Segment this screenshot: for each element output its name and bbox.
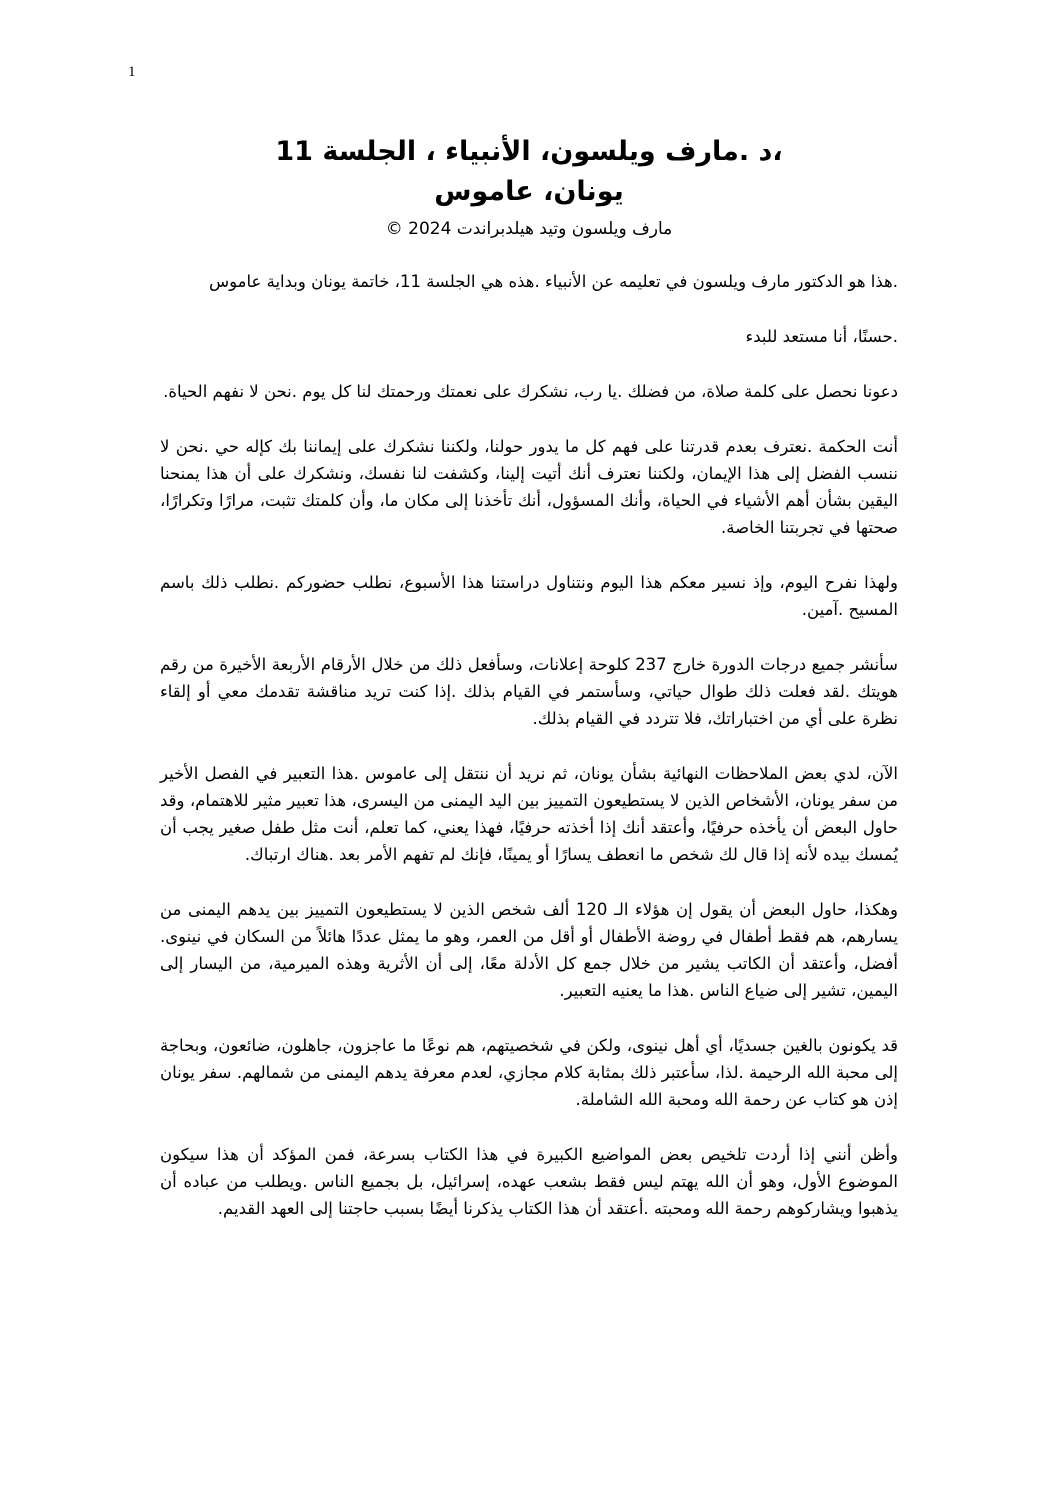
paragraph: أنت الحكمة .نعترف بعدم قدرتنا على فهم كل ما يدور حولنا، ولكننا نشكرك على إيماننا بك كإله حي .نحن لا ننسب الفضل إلى هذا الإيمان، ولكننا نعترف أنك أتيت إلينا، وكشفت لنا نفسك، ونشكرك على أن هذا يمنحنا اليقين بشأن أهم الأشياء في الحياة، وأنك المسؤول، أنك تأخذنا إلى مكان ما، وأن كلمتك تثبت، مرارًا وتكرارًا، صحتها في تجربتنا الخاصة. — [160, 437, 898, 537]
title-block — [160, 132, 898, 244]
paragraph: قد يكونون بالغين جسديًا، أي أهل نينوى، ولكن في شخصيتهم، هم نوعًا ما عاجزون، جاهلون، ضائعون، وبحاجة إلى محبة الله الرحيمة .لذا، سأعتبر ذلك بمثابة كلام مجازي، لعدم معرفة يدهم اليمنى من شمالهم. سفر يونان إذن هو كتاب عن رحمة الله ومحبة الله الشاملة. — [160, 1036, 898, 1109]
paragraph: .هذا هو الدكتور مارف ويلسون في تعليمه عن الأنبياء .هذه هي الجلسة 11، خاتمة يونان وبداية عاموس — [208, 272, 898, 291]
paragraph: سأنشر جميع درجات الدورة خارج 237 كلوحة إعلانات، وسأفعل ذلك من خلال الأرقام الأربعة الأخيرة من رقم هويتك .لقد فعلت ذلك طوال حياتي، وسأستمر في القيام بذلك .إذا كنت تريد مناقشة تقدمك معي أو إلقاء نظرة على أي من اختباراتك، فلا تتردد في القيام بذلك. — [160, 655, 898, 728]
document-title: ،د .مارف ويلسون، الأنبياء ، الجلسة 11 — [275, 136, 783, 167]
document-subtitle: يونان، عاموس — [434, 176, 624, 207]
paragraph: وهكذا، حاول البعض أن يقول إن هؤلاء الـ 120 ألف شخص الذين لا يستطيعون التمييز بين يدهم اليمنى من يسارهم، هم فقط أطفال في روضة الأطفال أو أقل من العمر، وهو ما يمثل عددًا هائلاً من السكان في نينوى. أفضل، وأعتقد أن الكاتب يشير من خلال جمع كل الأدلة معًا، إلى أن الأثرية وهذه الميرمية، من اليسار إلى اليمين، تشير إلى ضياع الناس .هذا ما يعنيه التعبير. — [160, 900, 899, 1000]
paragraph: الآن، لدي بعض الملاحظات النهائية بشأن يونان، ثم نريد أن ننتقل إلى عاموس .هذا التعبير في الفصل الأخير من سفر يونان، الأشخاص الذين لا يستطيعون التمييز بين اليد اليمنى من اليسرى، هذا تعبير مثير للاهتمام، وقد حاول البعض أن يأخذه حرفيًا، وأعتقد أنك إذا أخذته حرفيًا، فهذا يعني، كما تعلم، أنت مثل طفل صغير يجب أن يُمسك بيده لأنه إذا قال لك شخص ما انعطف يسارًا أو يمينًا، فإنك لم تفهم الأمر بعد .هناك ارتباك. — [160, 764, 898, 864]
paragraph: وأظن أنني إذا أردت تلخيص بعض المواضيع الكبيرة في هذا الكتاب بسرعة، فمن المؤكد أن هذا سيكون الموضوع الأول، وهو أن الله يهتم ليس فقط بشعب عهده، إسرائيل، بل بجميع الناس .ويطلب من عباده أن يذهبوا ويشاركوهم رحمة الله ومحبته .أعتقد أن هذا الكتاب يذكرنا أيضًا بسبب حاجتنا إلى العهد القديم. — [160, 1145, 898, 1218]
paragraph: ولهذا نفرح اليوم، وإذ نسير معكم هذا اليوم ونتناول دراستنا هذا الأسبوع، نطلب حضوركم .نطلب ذلك باسم المسيح .آمين. — [160, 573, 898, 619]
page-number: 1 — [128, 64, 136, 80]
body-text — [160, 268, 898, 1250]
copyright-line: مارف ويلسون وتيد هيلدبراندت 2024 © — [385, 219, 673, 239]
paragraph: دعونا نحصل على كلمة صلاة، من فضلك .يا رب، نشكرك على نعمتك ورحمتك لنا كل يوم .نحن لا نفهم الحياة. — [163, 382, 898, 401]
paragraph: .حسنًا، أنا مستعد للبدء — [745, 327, 898, 346]
